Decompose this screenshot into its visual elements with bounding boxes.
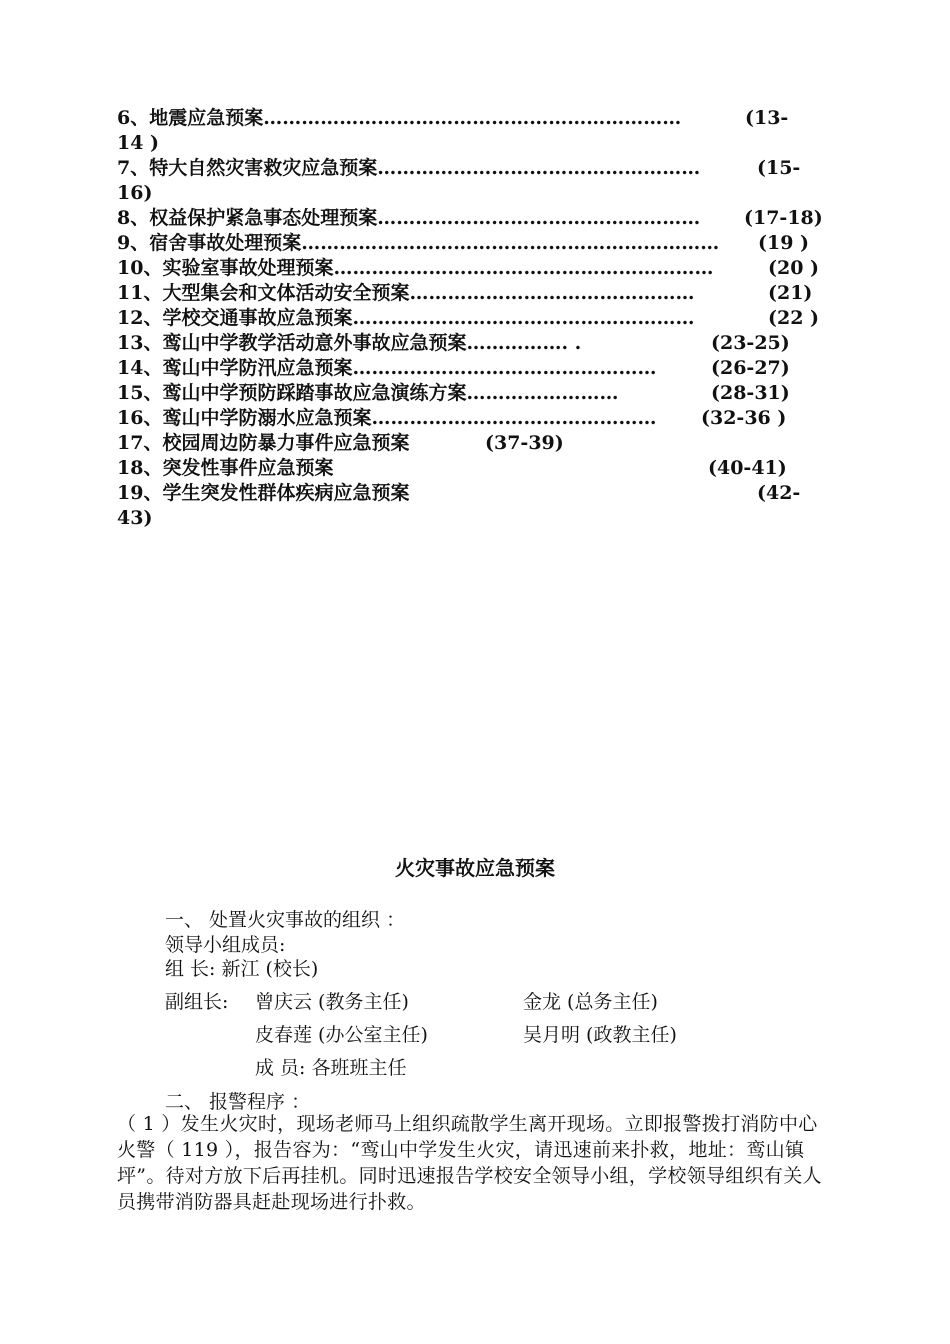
toc-entry-pages: (28-31) bbox=[711, 382, 790, 404]
deputy-member: 金龙 (总务主任) bbox=[523, 991, 658, 1013]
toc-entry-pages: (23-25) bbox=[711, 332, 790, 354]
toc-entry-pages-wrap: 14 ) bbox=[117, 132, 160, 154]
toc-entry-pages-wrap: 16) bbox=[117, 182, 153, 204]
toc-entry-title: 17、校园周边防暴力事件应急预案 bbox=[117, 432, 410, 454]
toc-entry bbox=[117, 231, 822, 256]
toc-entry-pages: (19 ) bbox=[758, 232, 810, 254]
toc-entry-title: 10、实验室事故处理预案…………………………………………………… bbox=[117, 257, 714, 279]
toc-entry bbox=[117, 156, 822, 206]
toc-entry bbox=[117, 456, 822, 481]
toc-entry bbox=[117, 356, 822, 381]
toc-entry-pages: (22 ) bbox=[768, 307, 820, 329]
toc-entry-pages: (32-36 ) bbox=[701, 407, 787, 429]
toc-entry-pages: (42- bbox=[757, 482, 801, 504]
deputy-member: 吴月明 (政教主任) bbox=[523, 1024, 677, 1046]
toc-entry-title: 14、鸾山中学防汛应急预案………………………………………… bbox=[117, 357, 657, 379]
toc-entry bbox=[117, 406, 822, 431]
toc-entry-pages: (21) bbox=[768, 282, 813, 304]
toc-entry-pages: (13- bbox=[745, 107, 789, 129]
toc-entry-pages: (37-39) bbox=[485, 432, 564, 454]
toc-entry bbox=[117, 256, 822, 281]
group-members: 成 员: 各班班主任 bbox=[255, 1057, 407, 1079]
toc-entry bbox=[117, 206, 822, 231]
toc-entry-title: 19、学生突发性群体疾病应急预案 bbox=[117, 482, 410, 504]
toc-entry-title: 12、学校交通事故应急预案……………………………………………… bbox=[117, 307, 695, 329]
toc-entry-pages: (17-18) bbox=[744, 207, 823, 229]
table-of-contents bbox=[117, 106, 822, 531]
toc-entry-pages-wrap: 43) bbox=[117, 507, 153, 529]
toc-entry-pages: (15- bbox=[757, 157, 801, 179]
toc-entry-pages: (20 ) bbox=[768, 257, 820, 279]
section1-title: 一、 处置火灾事故的组织 ： bbox=[165, 909, 406, 931]
toc-entry-title: 18、突发性事件应急预案 bbox=[117, 457, 334, 479]
toc-entry bbox=[117, 481, 822, 531]
toc-entry-title: 11、大型集会和文体活动安全预案……………………………………… bbox=[117, 282, 695, 304]
toc-entry bbox=[117, 381, 822, 406]
deputy-member: 曾庆云 (教务主任) bbox=[255, 991, 409, 1013]
toc-entry bbox=[117, 306, 822, 331]
group-label: 领导小组成员: bbox=[165, 934, 286, 956]
toc-entry-title: 8、权益保护紧急事态处理预案…………………………………………… bbox=[117, 207, 701, 229]
toc-entry-title: 7、特大自然灾害救灾应急预案…………………………………………… bbox=[117, 157, 701, 179]
toc-entry bbox=[117, 431, 822, 456]
deputy-member: 皮春莲 (办公室主任) bbox=[255, 1024, 428, 1046]
toc-entry-pages: (40-41) bbox=[708, 457, 787, 479]
toc-entry bbox=[117, 106, 822, 156]
group-leader: 组 长: 新江 (校长) bbox=[165, 958, 319, 980]
toc-entry bbox=[117, 281, 822, 306]
toc-entry-title: 15、鸾山中学预防踩踏事故应急演练方案…………………… bbox=[117, 382, 619, 404]
toc-entry bbox=[117, 331, 822, 356]
toc-entry-title: 13、鸾山中学教学活动意外事故应急预案……………. . bbox=[117, 332, 582, 354]
toc-entry-title: 9、宿舍事故处理预案………………………………………………………… bbox=[117, 232, 720, 254]
alarm-procedure-paragraph: （ 1 ）发生火灾时，现场老师马上组织疏散学生离开现场。立即报警拨打消防中心火警（ 119 ），报告容为：“鸾山中学发生火灾，请迅速前来扑救，地址：鸾山镇坪”。待对方放下后再挂机。同时迅速报告学校安全领导小组，学校领导组织有关人员携带消防器具赶赴现场进行扑救。 bbox=[117, 1113, 822, 1213]
toc-entry-title: 6、地震应急预案………………………………………………………… bbox=[117, 107, 682, 129]
section2-title: 二、 报警程序 ： bbox=[165, 1091, 311, 1113]
section-heading: 火灾事故应急预案 bbox=[395, 856, 555, 880]
deputy-label: 副组长: bbox=[165, 991, 229, 1013]
toc-entry-title: 16、鸾山中学防溺水应急预案……………………………………… bbox=[117, 407, 657, 429]
toc-entry-pages: (26-27) bbox=[711, 357, 790, 379]
